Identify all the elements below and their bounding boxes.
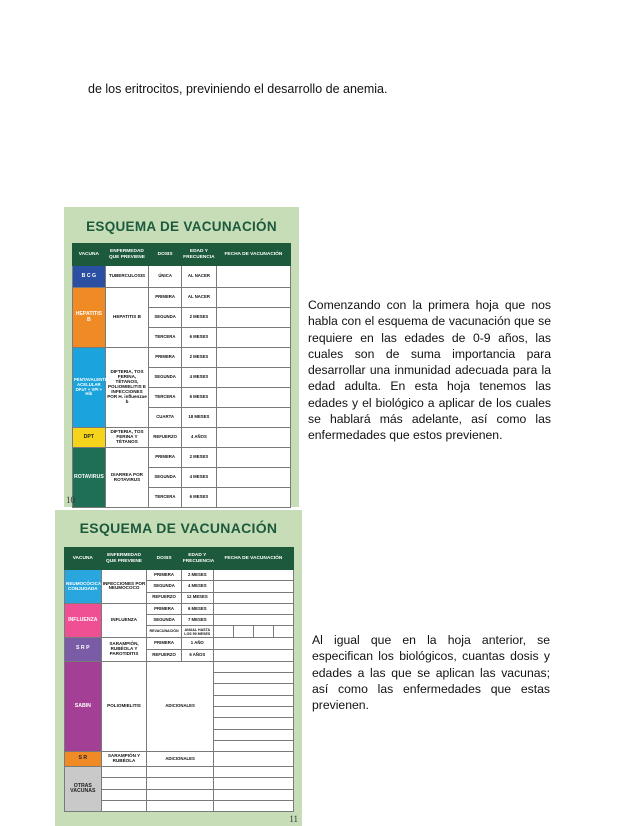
date-cell[interactable] (213, 706, 293, 717)
vaccine-bcg: B C G (73, 266, 106, 288)
date-cell[interactable] (213, 695, 293, 706)
dose-cell: SEGUNDA (147, 581, 181, 592)
date-cell[interactable] (213, 661, 293, 672)
vaccine-influenza: INFLUENZA (65, 603, 102, 637)
disease-cell: INFECCIONES POR NEUMOCOCO (101, 570, 147, 604)
age-cell: 6 MESES (181, 328, 216, 348)
blank-cell[interactable] (147, 801, 213, 812)
age-cell: 4 MESES (181, 468, 216, 488)
date-cell[interactable] (216, 266, 290, 288)
disease-cell: SARAMPIÓN Y RUBÉOLA (101, 752, 147, 767)
header-dosis: DOSIS (147, 548, 181, 570)
age-cell: 2 MESES (181, 308, 216, 328)
vaccine-sabin: SABIN (65, 661, 102, 751)
vaccine-otras: OTRAS VACUNAS (65, 767, 102, 812)
dose-cell: ÚNICA (149, 266, 182, 288)
header-edad: EDAD Y FRECUENCIA (181, 244, 216, 266)
dose-cell: SEGUNDA (149, 468, 182, 488)
age-cell: ANUAL HASTA LOS 59 MESES (181, 626, 213, 637)
vaccine-neumococica: NEUMOCÓCICA CONJUGADA (65, 570, 102, 604)
age-cell: 4 AÑOS (181, 428, 216, 448)
vaccination-table-1 (72, 243, 291, 508)
blank-cell[interactable] (147, 789, 213, 800)
blank-cell[interactable] (101, 767, 147, 778)
date-cell[interactable] (213, 718, 293, 729)
paragraph-first-sheet: Comenzando con la primera hoja que nos habla con el esquema de vacunación que se requiere en las edades de 0-9 años, las cuales son de suma importancia para desarrollar una inmunidad adecuada para la edad adulta. En esta hoja tenemos las edades y el biológico a aplicar de los cuales se hablará más adelante, así como las enfermedades que estos previenen. (308, 298, 551, 443)
intro-text: de los eritrocitos, previniendo el desarrollo de anemia. (88, 82, 388, 96)
age-cell: 18 MESES (181, 408, 216, 428)
dose-cell: SEGUNDA (147, 615, 181, 626)
vaccine-dpt: DPT (73, 428, 106, 448)
table-header-row (65, 548, 294, 570)
vaccine-hepatitis-b: HEPATITIS B (73, 288, 106, 348)
header-vacuna: VACUNA (65, 548, 102, 570)
vaccine-sr: S R (65, 752, 102, 767)
date-cell[interactable] (216, 408, 290, 428)
card-title: ESQUEMA DE VACUNACIÓN (79, 520, 278, 536)
paragraph-second-sheet: Al igual que en la hoja anterior, se especifican los biológicos, cuantas dosis y edades a las que se aplican las vacunas; así como las enfermedades que estas previenen. (312, 633, 550, 713)
date-cell[interactable] (213, 649, 293, 661)
dose-cell: PRIMERA (147, 570, 181, 581)
date-cell[interactable] (213, 626, 233, 637)
age-cell: 1 AÑO (181, 637, 213, 649)
table-row (65, 570, 294, 581)
date-cell[interactable] (253, 626, 273, 637)
dose-cell: PRIMERA (149, 448, 182, 468)
table-row (65, 637, 294, 649)
date-cell[interactable] (213, 729, 293, 740)
vaccine-pentavalente: PENTAVALENTE ACELULAR DPaT + VPI + Hib (73, 348, 106, 428)
dose-cell: PRIMERA (147, 603, 181, 614)
dose-cell: REFUERZO (147, 592, 181, 603)
date-cell[interactable] (213, 767, 293, 778)
table-row (73, 428, 291, 448)
header-fecha: FECHA DE VACUNACIÓN (213, 548, 293, 570)
dose-cell: TERCERA (149, 328, 182, 348)
date-cell[interactable] (213, 801, 293, 812)
header-vacuna: VACUNA (73, 244, 106, 266)
date-cell[interactable] (216, 368, 290, 388)
age-cell: 6 MESES (181, 488, 216, 508)
vaccine-srp: S R P (65, 637, 102, 661)
date-cell[interactable] (213, 752, 293, 767)
date-cell[interactable] (216, 328, 290, 348)
date-cell[interactable] (213, 603, 293, 614)
dose-cell: REFUERZO (147, 649, 181, 661)
date-cell[interactable] (213, 615, 293, 626)
date-cell[interactable] (216, 428, 290, 448)
date-cell[interactable] (213, 778, 293, 789)
header-edad: EDAD Y FRECUENCIA (181, 548, 213, 570)
table-row (65, 752, 294, 767)
dose-cell: PRIMERA (147, 637, 181, 649)
card-title: ESQUEMA DE VACUNACIÓN (86, 219, 277, 234)
vaccination-schedule-card-2 (55, 510, 302, 826)
age-cell: 2 MESES (181, 348, 216, 368)
dose-cell: ADICIONALES (147, 661, 213, 751)
dose-cell: REVACUNACIÓN (147, 626, 181, 637)
age-cell: 4 MESES (181, 368, 216, 388)
disease-cell: POLIOMIELITIS (101, 661, 147, 751)
table-row (65, 767, 294, 778)
date-cell[interactable] (216, 308, 290, 328)
table-row (73, 288, 291, 308)
age-cell: 7 MESES (181, 615, 213, 626)
age-cell: AL NACER (181, 266, 216, 288)
date-cell[interactable] (216, 288, 290, 308)
disease-cell: INFLUENZA (101, 603, 147, 637)
age-cell: 2 MESES (181, 570, 213, 581)
age-cell: 6 MESES (181, 388, 216, 408)
dose-cell: PRIMERA (149, 348, 182, 368)
age-cell: 6 MESES (181, 603, 213, 614)
date-cell[interactable] (216, 448, 290, 468)
date-cell[interactable] (213, 637, 293, 649)
age-cell: AL NACER (181, 288, 216, 308)
date-cell[interactable] (216, 348, 290, 368)
table-row (73, 348, 291, 368)
disease-cell: DIFTERIA, TOS FERINA Y TÉTANOS (105, 428, 149, 448)
vaccination-table-2 (64, 547, 294, 812)
date-cell[interactable] (233, 626, 253, 637)
dose-cell: PRIMERA (149, 288, 182, 308)
vaccine-rotavirus: ROTAVIRUS (73, 448, 106, 508)
date-cell[interactable] (213, 592, 293, 603)
blank-cell[interactable] (101, 778, 147, 789)
table-header-row (73, 244, 291, 266)
date-cell[interactable] (213, 740, 293, 751)
header-enfermedad: ENFERMEDAD QUE PREVIENE (101, 548, 147, 570)
dose-cell: SEGUNDA (149, 368, 182, 388)
disease-cell: SARAMPIÓN, RUBÉOLA Y PAROTIDITIS (101, 637, 147, 661)
date-cell[interactable] (216, 468, 290, 488)
blank-cell[interactable] (101, 789, 147, 800)
dose-cell: TERCERA (149, 388, 182, 408)
page-number: 10 (66, 495, 75, 505)
header-dosis: DOSIS (149, 244, 182, 266)
date-cell[interactable] (213, 789, 293, 800)
disease-cell: HEPATITIS B (105, 288, 149, 348)
dose-cell: CUARTA (149, 408, 182, 428)
dose-cell: REFUERZO (149, 428, 182, 448)
header-enfermedad: ENFERMEDAD QUE PREVIENE (105, 244, 149, 266)
dose-cell: TERCERA (149, 488, 182, 508)
disease-cell: TUBERCULOSIS (105, 266, 149, 288)
page-number: 11 (289, 814, 298, 824)
vaccination-schedule-card-1 (64, 207, 299, 507)
age-cell: 6 AÑOS (181, 649, 213, 661)
date-cell[interactable] (273, 626, 293, 637)
date-cell[interactable] (216, 388, 290, 408)
age-cell: 4 MESES (181, 581, 213, 592)
table-row (73, 448, 291, 468)
date-cell[interactable] (213, 581, 293, 592)
dose-cell: SEGUNDA (149, 308, 182, 328)
table-row (65, 603, 294, 614)
header-fecha: FECHA DE VACUNACIÓN (216, 244, 290, 266)
disease-cell: DIARREA POR ROTAVIRUS (105, 448, 149, 508)
blank-cell[interactable] (147, 778, 213, 789)
date-cell[interactable] (213, 570, 293, 581)
date-cell[interactable] (213, 684, 293, 695)
blank-cell[interactable] (101, 801, 147, 812)
dose-cell: ADICIONALES (147, 752, 213, 767)
blank-cell[interactable] (147, 767, 213, 778)
age-cell: 12 MESES (181, 592, 213, 603)
date-cell[interactable] (213, 673, 293, 684)
date-cell[interactable] (216, 488, 290, 508)
disease-cell: DIFTERIA, TOS FERINA, TÉTANOS, POLIOMIELITIS E INFECCIONES POR H. influenzae b (105, 348, 149, 428)
table-row (73, 266, 291, 288)
age-cell: 2 MESES (181, 448, 216, 468)
table-row (65, 661, 294, 672)
